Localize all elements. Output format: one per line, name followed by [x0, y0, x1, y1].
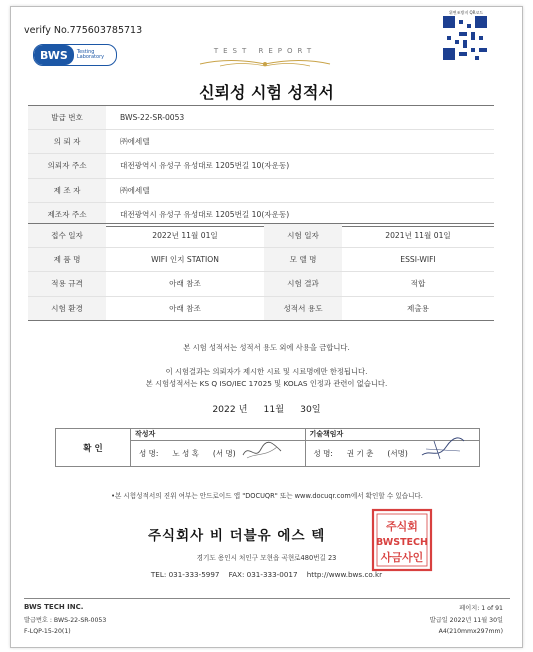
footer-page: 페이지: 1 of 91: [459, 605, 503, 612]
authenticity-note: •본 시험성적서의 진위 여부는 안드로이드 앱 "DOCUQR" 또는 www.docuqr.com에서 확인할 수 있습니다.: [111, 492, 423, 500]
purpose-value: 제출용: [406, 303, 429, 313]
confirm-label: 확 인: [56, 429, 131, 466]
maker-value: ㈜에세텔: [120, 185, 150, 195]
maker-address-value: 대전광역시 유성구 유성대로 1205번길 10(자운동): [120, 209, 290, 219]
company-address: 경기도 용인시 처인구 모현읍 곡현로480번길 23: [196, 554, 337, 562]
client-value: ㈜에세텔: [120, 137, 150, 147]
purpose-label: 성적서 용도: [264, 297, 342, 320]
test-row: [28, 224, 494, 248]
footer-company: BWS TECH INC.: [24, 603, 84, 611]
company-seal-icon: [371, 508, 433, 572]
writer-signature-icon: [239, 439, 285, 463]
footer-paper-size: A4(210mmx297mm): [438, 628, 503, 635]
footer-divider: [24, 598, 510, 599]
test-date-value: 2021년 11월 01일: [385, 231, 451, 241]
client-label: 의 뢰 자: [28, 130, 106, 153]
svg-text:사금사인: 사금사인: [380, 551, 424, 564]
product-label: 제 품 명: [28, 248, 106, 271]
standard-label: 적용 규격: [28, 272, 106, 295]
tech-manager-cell: [305, 429, 480, 466]
tech-signature-icon: [416, 435, 468, 463]
qr-code-icon: [443, 16, 487, 60]
issue-day: 30일: [300, 404, 321, 415]
verify-number: verify No.775603785713: [24, 25, 143, 36]
issue-no-value: BWS-22-SR-0053: [120, 113, 185, 123]
writer-sign-label: (서 명): [212, 448, 236, 458]
document-title: 신뢰성 시험 성적서: [199, 83, 334, 102]
fax: FAX: 031-333-0017: [228, 570, 298, 579]
issue-month: 11월: [263, 404, 285, 415]
footer-issue-no: 발급번호 : BWS-22-SR-0053: [24, 617, 107, 624]
maker-address-label: 제조자 주소: [28, 203, 106, 226]
result-label: 시험 결과: [264, 272, 342, 295]
product-value: WIFI 인지 STATION: [151, 255, 219, 265]
tel: TEL: 031-333-5997: [150, 570, 220, 579]
receipt-date-value: 2022년 11월 01일: [152, 231, 218, 241]
writer-name: 노 성 혹: [172, 448, 199, 458]
test-row: [28, 297, 494, 320]
svg-text:BWSTECH: BWSTECH: [376, 537, 428, 548]
tech-manager-header: 기술책임자: [306, 429, 480, 441]
bws-logo: [33, 44, 117, 66]
logo-brand: BWS: [34, 45, 74, 65]
writer-cell: [131, 429, 305, 466]
footer-form-no: F-LQP-15-20(1): [24, 628, 71, 635]
footer-issue-date: 발급일 2022년 11월 30일: [429, 617, 503, 624]
tech-name: 권 기 춘: [346, 448, 374, 458]
test-row: [28, 248, 494, 272]
notice-usage: 본 시험 성적서는 성적서 용도 외에 사용을 금합니다.: [183, 343, 350, 352]
info-row: [28, 179, 494, 203]
test-date-label: 시험 일자: [264, 224, 342, 247]
writer-header: 작성자: [131, 429, 305, 441]
info-row: [28, 154, 494, 178]
confirmation-box: [55, 428, 480, 467]
client-info-section: [28, 105, 494, 227]
info-row: [28, 130, 494, 154]
tech-name-label: 성 명:: [313, 448, 333, 458]
notice-scope: 이 시험결과는 의뢰자가 제시한 시료 및 시료명에만 한정됩니다.: [165, 367, 368, 376]
environment-value: 아래 참조: [169, 303, 201, 313]
receipt-date-label: 접수 일자: [28, 224, 106, 247]
ornament-flourish: [190, 55, 340, 71]
writer-name-label: 성 명:: [139, 448, 159, 458]
maker-label: 제 조 자: [28, 179, 106, 202]
issue-year: 2022 년: [212, 404, 248, 415]
issue-no-label: 발급 번호: [28, 106, 106, 129]
qr-caption: 위변조방지 QR코드: [448, 10, 484, 15]
standard-value: 아래 참조: [169, 279, 201, 289]
issue-date: [0, 401, 533, 415]
info-row: [28, 106, 494, 130]
test-row: [28, 272, 494, 296]
environment-label: 시험 환경: [28, 297, 106, 320]
model-value: ESSI-WIFI: [400, 255, 436, 265]
model-label: 모 델 명: [264, 248, 342, 271]
svg-text:주식회: 주식회: [386, 520, 418, 533]
website-link: http://www.bws.co.kr: [306, 570, 383, 579]
test-info-section: [28, 223, 494, 321]
client-address-value: 대전광역시 유성구 유성대로 1205번길 10(자운동): [120, 161, 290, 171]
test-report-tag: TEST REPORT: [213, 47, 317, 55]
company-contact: [0, 570, 533, 579]
notice-kolas: 본 시험성적서는 KS Q ISO/IEC 17025 및 KOLAS 인정과 관련이 없습니다.: [145, 379, 388, 388]
result-value: 적합: [410, 279, 426, 289]
logo-subtext: Testing Laboratory: [76, 48, 105, 60]
client-address-label: 의뢰자 주소: [28, 154, 106, 177]
tech-sign-label: (서명): [387, 448, 408, 458]
company-name: 주식회사 비 더블유 에스 텍: [148, 528, 326, 544]
